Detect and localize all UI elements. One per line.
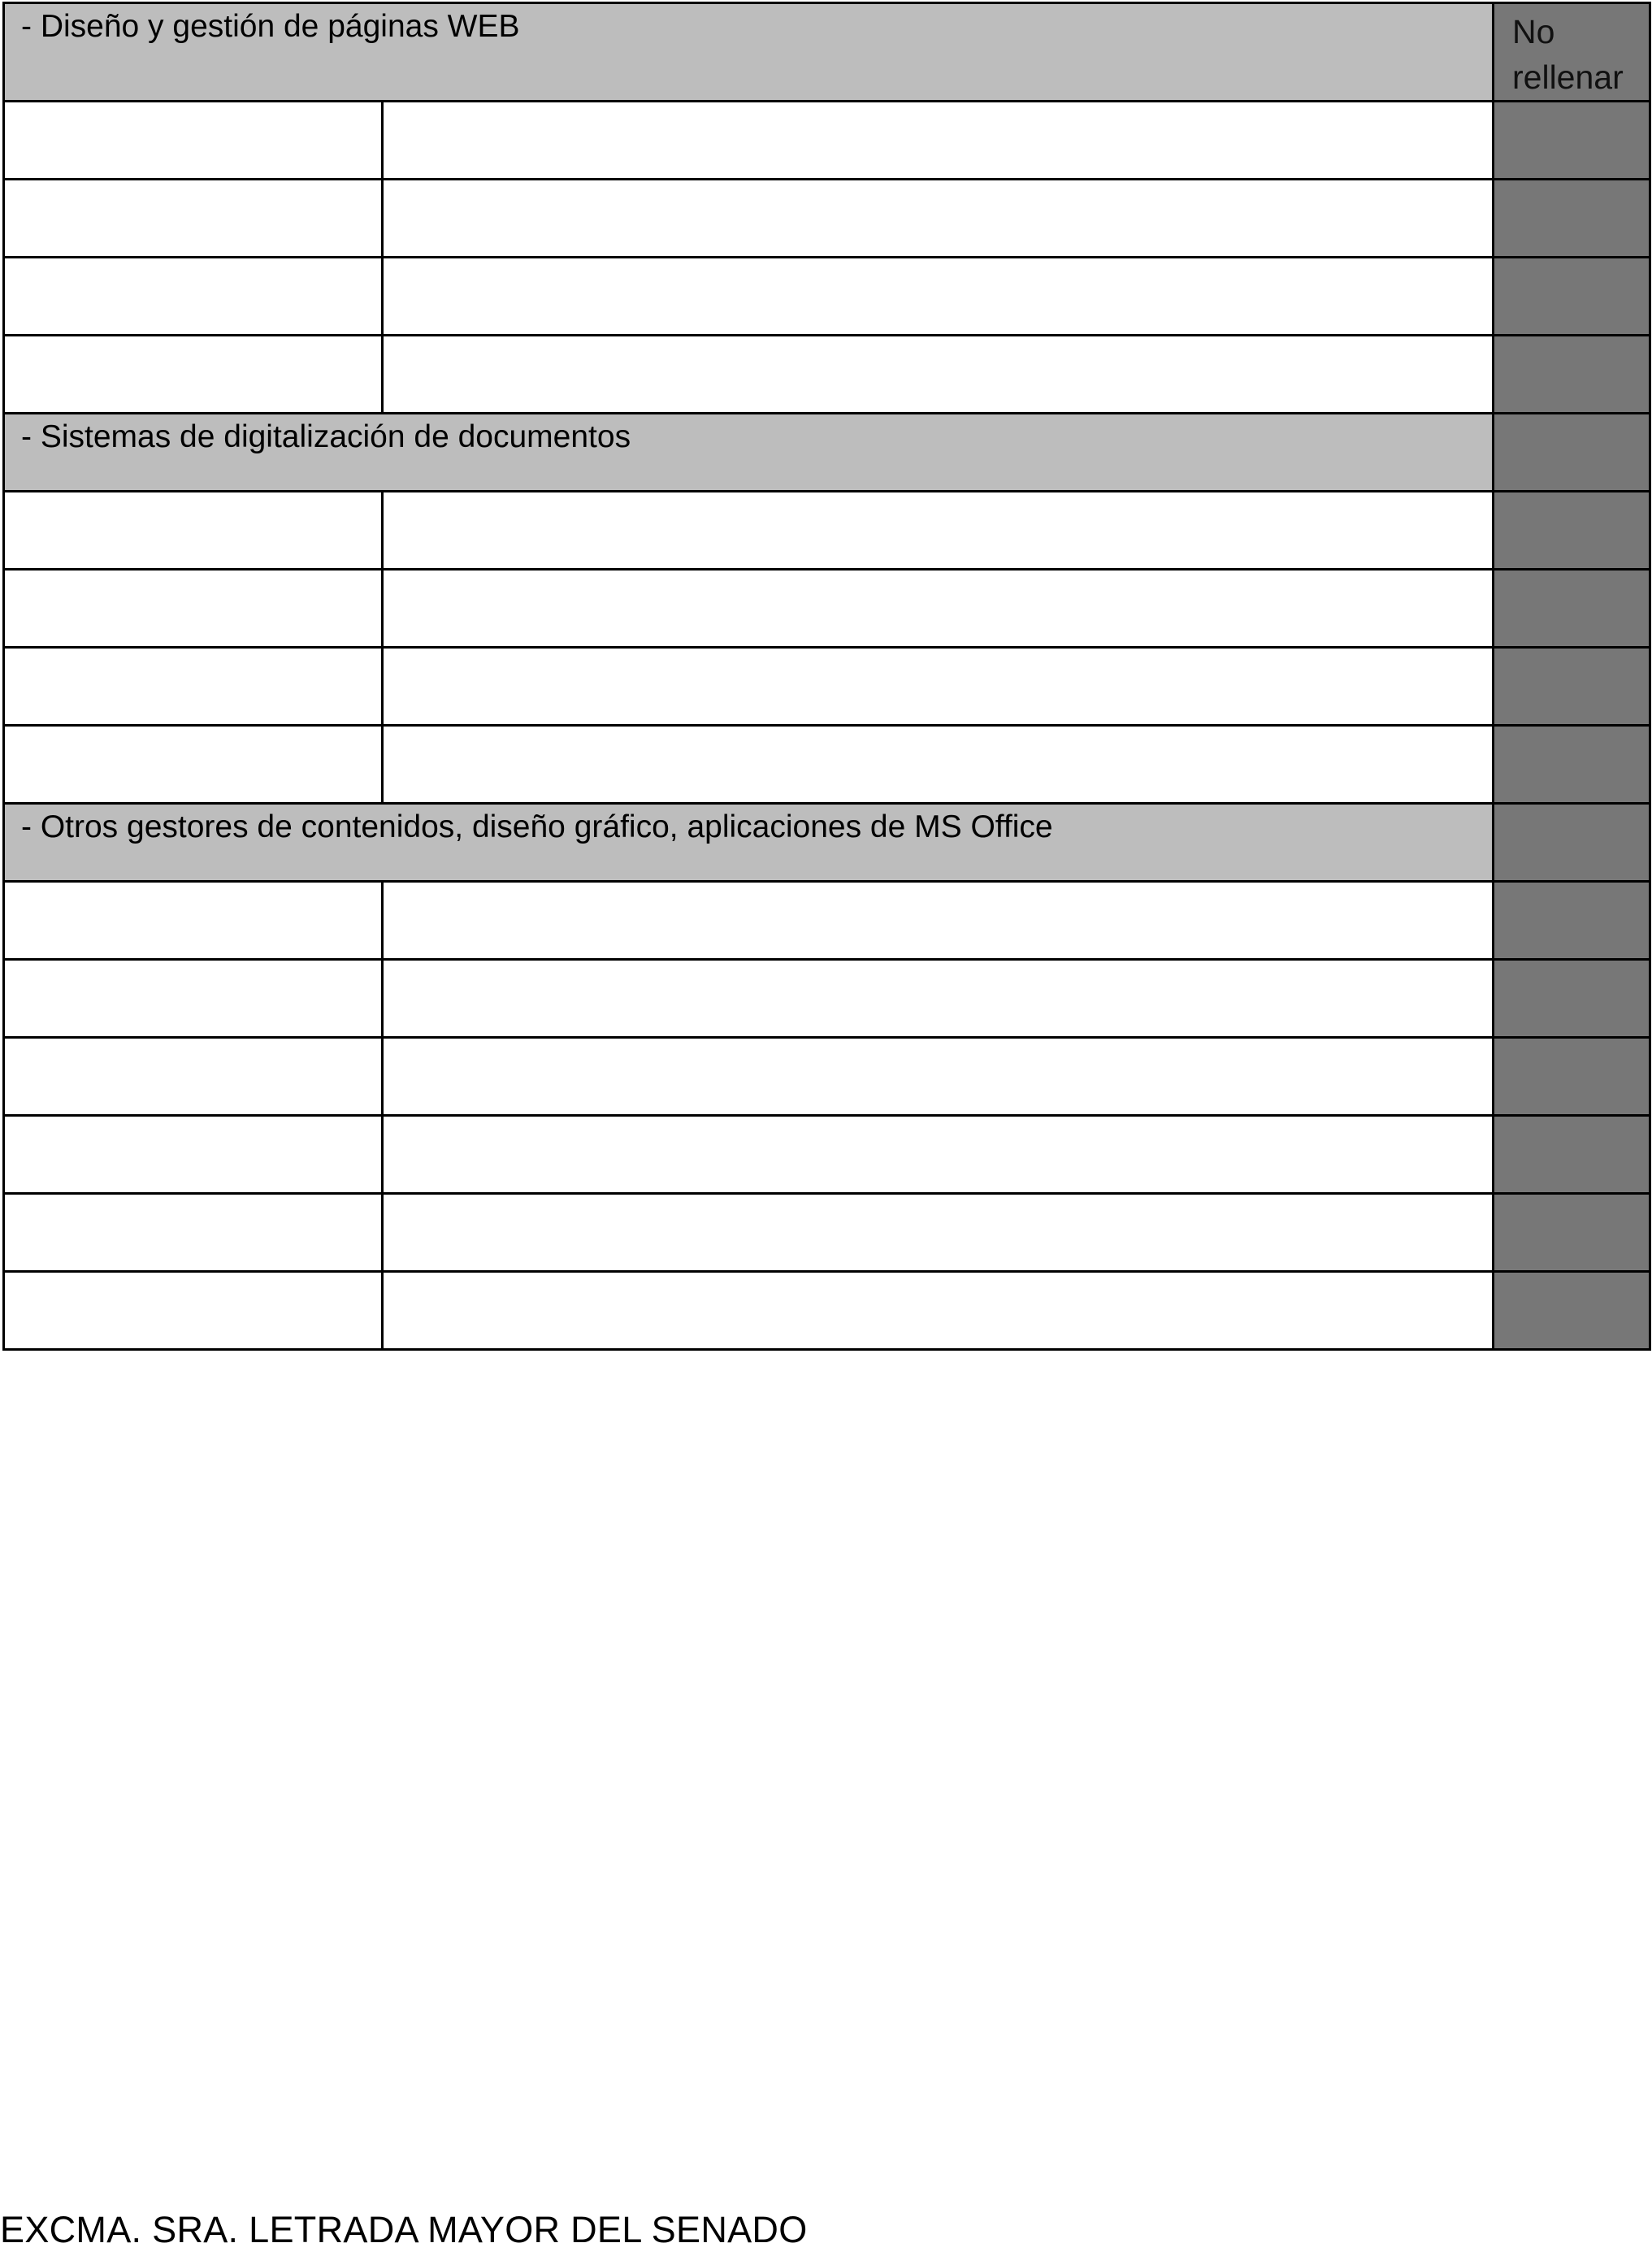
entry-row <box>4 102 1650 180</box>
reserved-cell <box>1494 414 1650 492</box>
reserved-cell <box>1494 570 1650 648</box>
entry-row <box>4 1038 1650 1116</box>
entry-field-left[interactable] <box>4 1038 383 1116</box>
section-title: - Sistemas de digitalización de documentos <box>4 414 1494 492</box>
entry-field-right[interactable] <box>383 336 1494 414</box>
entry-field-left[interactable] <box>4 258 383 336</box>
entry-row <box>4 570 1650 648</box>
reserved-cell <box>1494 336 1650 414</box>
entry-row <box>4 882 1650 960</box>
reserved-cell <box>1494 102 1650 180</box>
entry-field-right[interactable] <box>383 492 1494 570</box>
entry-row <box>4 726 1650 804</box>
entry-row <box>4 960 1650 1038</box>
entry-row <box>4 180 1650 258</box>
entry-field-left[interactable] <box>4 648 383 726</box>
entry-field-left[interactable] <box>4 1116 383 1194</box>
entry-field-left[interactable] <box>4 960 383 1038</box>
entry-field-right[interactable] <box>383 180 1494 258</box>
reserved-cell <box>1494 180 1650 258</box>
entry-row <box>4 648 1650 726</box>
section-header-row <box>4 414 1650 492</box>
reserved-cell <box>1494 258 1650 336</box>
entry-row <box>4 258 1650 336</box>
application-form-table <box>2 2 1651 1351</box>
entry-field-left[interactable] <box>4 492 383 570</box>
entry-field-right[interactable] <box>383 1038 1494 1116</box>
entry-field-right[interactable] <box>383 1194 1494 1272</box>
entry-row <box>4 1116 1650 1194</box>
entry-row <box>4 1272 1650 1350</box>
reserved-cell <box>1494 492 1650 570</box>
entry-field-right[interactable] <box>383 648 1494 726</box>
entry-field-right[interactable] <box>383 726 1494 804</box>
section-title: - Diseño y gestión de páginas WEB <box>4 3 1494 102</box>
entry-field-left[interactable] <box>4 1194 383 1272</box>
entry-row <box>4 336 1650 414</box>
reserved-cell <box>1494 882 1650 960</box>
entry-field-right[interactable] <box>383 570 1494 648</box>
entry-field-left[interactable] <box>4 882 383 960</box>
entry-field-right[interactable] <box>383 1116 1494 1194</box>
form-table-body <box>4 3 1650 1350</box>
entry-field-right[interactable] <box>383 882 1494 960</box>
reserved-cell <box>1494 1116 1650 1194</box>
footer-addressee: EXCMA. SRA. LETRADA MAYOR DEL SENADO <box>0 2209 808 2250</box>
no-rellenar-label: No rellenar <box>1494 3 1650 102</box>
reserved-cell <box>1494 648 1650 726</box>
entry-row <box>4 1194 1650 1272</box>
section-title: - Otros gestores de contenidos, diseño gráfico, aplicaciones de MS Office <box>4 804 1494 882</box>
section-header-row <box>4 3 1650 102</box>
entry-field-right[interactable] <box>383 1272 1494 1350</box>
entry-field-left[interactable] <box>4 336 383 414</box>
entry-field-left[interactable] <box>4 570 383 648</box>
reserved-cell <box>1494 726 1650 804</box>
section-header-row <box>4 804 1650 882</box>
reserved-cell <box>1494 1038 1650 1116</box>
entry-field-left[interactable] <box>4 102 383 180</box>
reserved-cell <box>1494 804 1650 882</box>
reserved-cell <box>1494 1272 1650 1350</box>
entry-row <box>4 492 1650 570</box>
entry-field-left[interactable] <box>4 180 383 258</box>
entry-field-left[interactable] <box>4 726 383 804</box>
entry-field-right[interactable] <box>383 960 1494 1038</box>
entry-field-right[interactable] <box>383 102 1494 180</box>
entry-field-right[interactable] <box>383 258 1494 336</box>
reserved-cell <box>1494 1194 1650 1272</box>
reserved-cell <box>1494 960 1650 1038</box>
entry-field-left[interactable] <box>4 1272 383 1350</box>
